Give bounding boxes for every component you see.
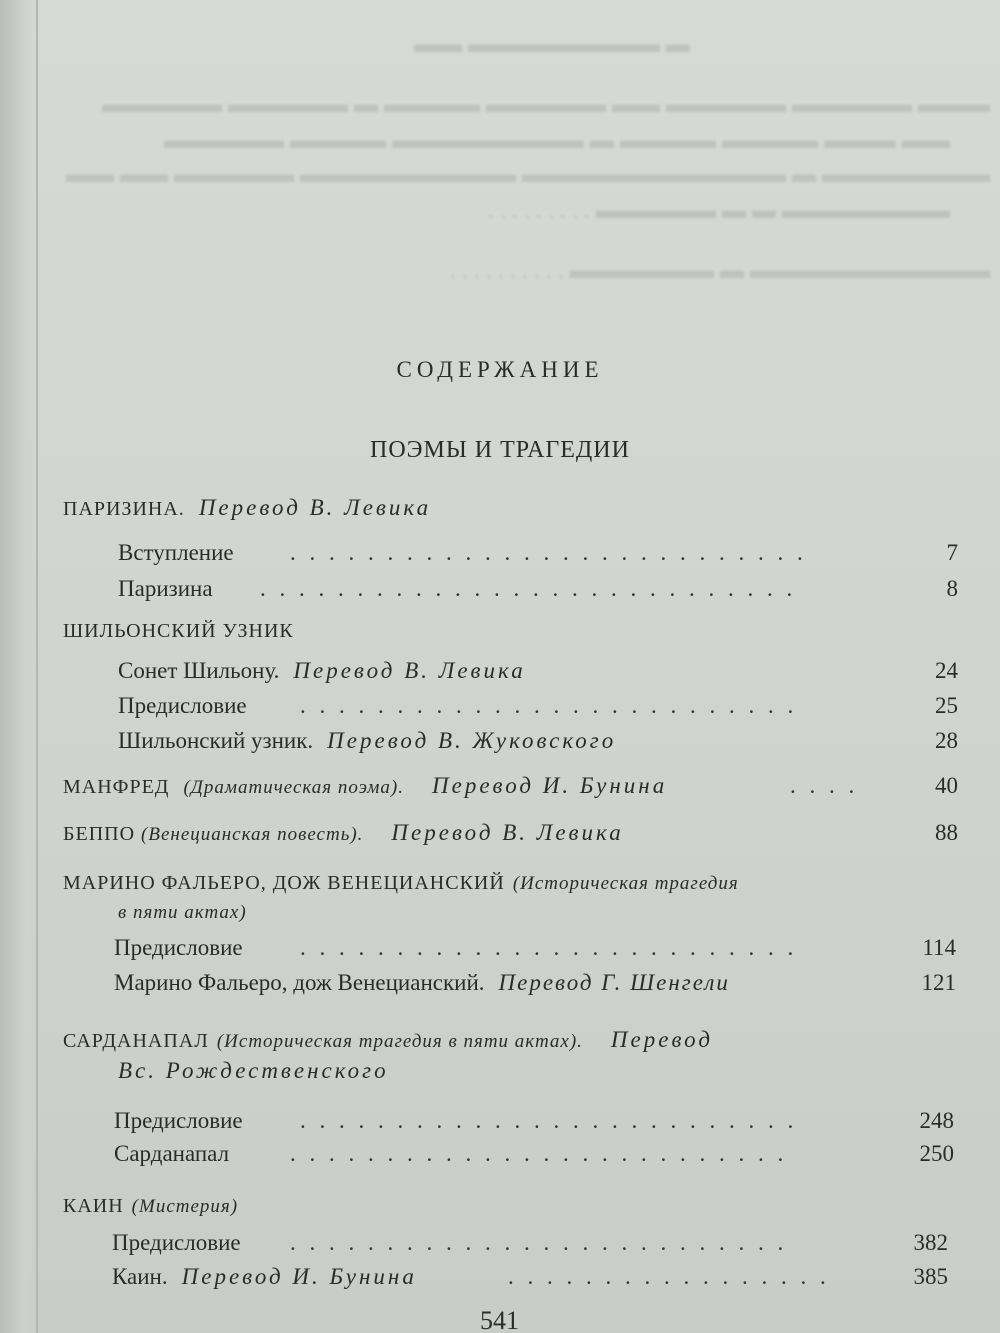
work-title: БЕППО [63,823,136,845]
page-number: 7 [946,540,958,565]
toc-item[interactable] [0,1227,1000,1259]
item-label: Вступление [118,540,234,565]
item-label: Шильонский узник. [118,728,314,753]
toc-item[interactable] [0,725,1000,757]
entry-beppo[interactable] [0,817,1000,849]
page-footer-number: 541 [480,1306,519,1333]
genre: (Драматическая поэма). [183,777,404,798]
item-label: Предисловие [118,693,247,718]
genre: (Историческая трагедия в пяти актах). [216,1031,583,1052]
show-through-text: ▬ ▬▬▬▬▬▬▬▬ ▬▬ ▬▬▬ ▬▬▬▬▬ ▬▬▬▬▬ ▬▬ ▬▬▬▬▬ ▬▬▬▬ ▬ ▬▬▬▬▬ ▬▬▬▬▬ ▬▬ ▬▬▬ ▬▬▬▬ ▬▬▬▬ ▬ ▬▬▬▬▬▬▬▬ ▬▬▬▬ ▬▬▬▬▬ ▬▬▬▬▬▬▬ ▬ ▬▬▬▬▬▬▬▬▬▬▬ ▬▬▬▬▬▬▬▬▬ ▬▬▬▬▬ ▬▬ ▬▬ ▬▬▬▬▬▬▬ ▬ ▬ ▬▬▬▬▬ . . . . . . . . . ▬▬▬▬▬▬▬▬▬▬ ▬ ▬▬▬▬▬▬ . . . . . . . . . . [66,32,990,284]
page-number: 88 [935,820,958,845]
dot-leaders: . . . . . . . . . . . . . . . . . [508,1264,830,1289]
work-title: ПАРИЗИНА. [63,498,185,520]
toc-item[interactable] [0,1138,1000,1170]
translator: Перевод Г. Шенгели [498,970,730,995]
translator: Перевод [610,1027,713,1052]
genre: в пяти актах) [118,902,247,923]
contents-heading: СОДЕРЖАНИЕ [396,357,604,382]
genre: (Мистерия) [131,1196,239,1217]
page-number: 40 [935,773,958,798]
item-label: Предисловие [114,1108,243,1133]
toc-item[interactable] [0,967,1000,999]
translator: Перевод В. Левика [293,658,526,683]
dot-leaders: . . . . . . . . . . . . . . . . . . . . . . . . . . [290,1141,788,1166]
translator: Перевод В. Левика [391,820,624,845]
entry-marino [0,867,1000,899]
translator: Вс. Рождественского [118,1058,389,1083]
page-number: 8 [946,576,958,601]
toc-item[interactable] [0,690,1000,722]
page-number: 28 [935,728,958,753]
section-heading: ПОЭМЫ И ТРАГЕДИИ [370,437,630,463]
translator: Перевод И. Бунина [181,1264,417,1289]
dot-leaders: . . . . . . . . . . . . . . . . . . . . . . . . . . . [290,540,807,565]
toc-item[interactable] [0,655,1000,687]
genre: (Историческая трагедия [512,873,739,894]
work-title: МАНФРЕД [63,776,170,798]
item-label: Сарданапал [114,1141,230,1166]
work-title: ШИЛЬОНСКИЙ УЗНИК [63,620,294,642]
page-number: 248 [919,1108,954,1133]
work-title: САРДАНАПАЛ [63,1030,209,1052]
translator: Перевод В. Левика [198,495,432,520]
page-number: 250 [919,1141,954,1166]
translator: Перевод И. Бунина [432,773,668,798]
toc-item[interactable] [0,537,1000,569]
work-title: КАИН [63,1195,124,1217]
entry-sardanapalus [0,1024,1000,1056]
toc-item[interactable] [0,932,1000,964]
toc-item[interactable] [0,1261,1000,1293]
entry-parisina [0,492,1000,524]
item-label: Предисловие [114,935,243,960]
toc-item[interactable] [0,1105,1000,1137]
page-number: 385 [913,1264,948,1289]
dot-leaders: . . . . . . . . . . . . . . . . . . . . . . . . . . . . [260,576,797,601]
page-number: 121 [921,970,956,995]
entry-manfred[interactable] [0,770,1000,802]
item-label: Марино Фальеро, дож Венецианский. [114,970,485,995]
item-label: Паризина [118,576,213,601]
dot-leaders: . . . . . . . . . . . . . . . . . . . . . . . . . . [300,1108,798,1133]
item-label: Сонет Шильону. [118,658,280,683]
item-label: Предисловие [112,1230,241,1255]
dot-leaders: . . . . . . . . . . . . . . . . . . . . . . . . . . [300,935,798,960]
item-label: Каин. [112,1264,168,1289]
dot-leaders: . . . . . . . . . . . . . . . . . . . . . . . . . . [290,1230,788,1255]
page-number: 114 [922,935,956,960]
page-number: 382 [913,1230,948,1255]
genre: (Венецианская повесть). [141,824,364,845]
translator: Перевод В. Жуковского [327,728,617,753]
page-number: 24 [935,658,958,683]
dot-leaders: . . . . [790,773,859,798]
entry-cain [0,1190,1000,1222]
entry-chillon [0,615,1000,647]
entry-sardanapalus-cont [0,1055,1000,1087]
page-number: 25 [935,693,958,718]
work-title: МАРИНО ФАЛЬЕРО, ДОЖ ВЕНЕЦИАНСКИЙ [63,872,505,894]
dot-leaders: . . . . . . . . . . . . . . . . . . . . . . . . . . [300,693,798,718]
entry-marino-cont [0,897,1000,929]
toc-item[interactable] [0,573,1000,605]
